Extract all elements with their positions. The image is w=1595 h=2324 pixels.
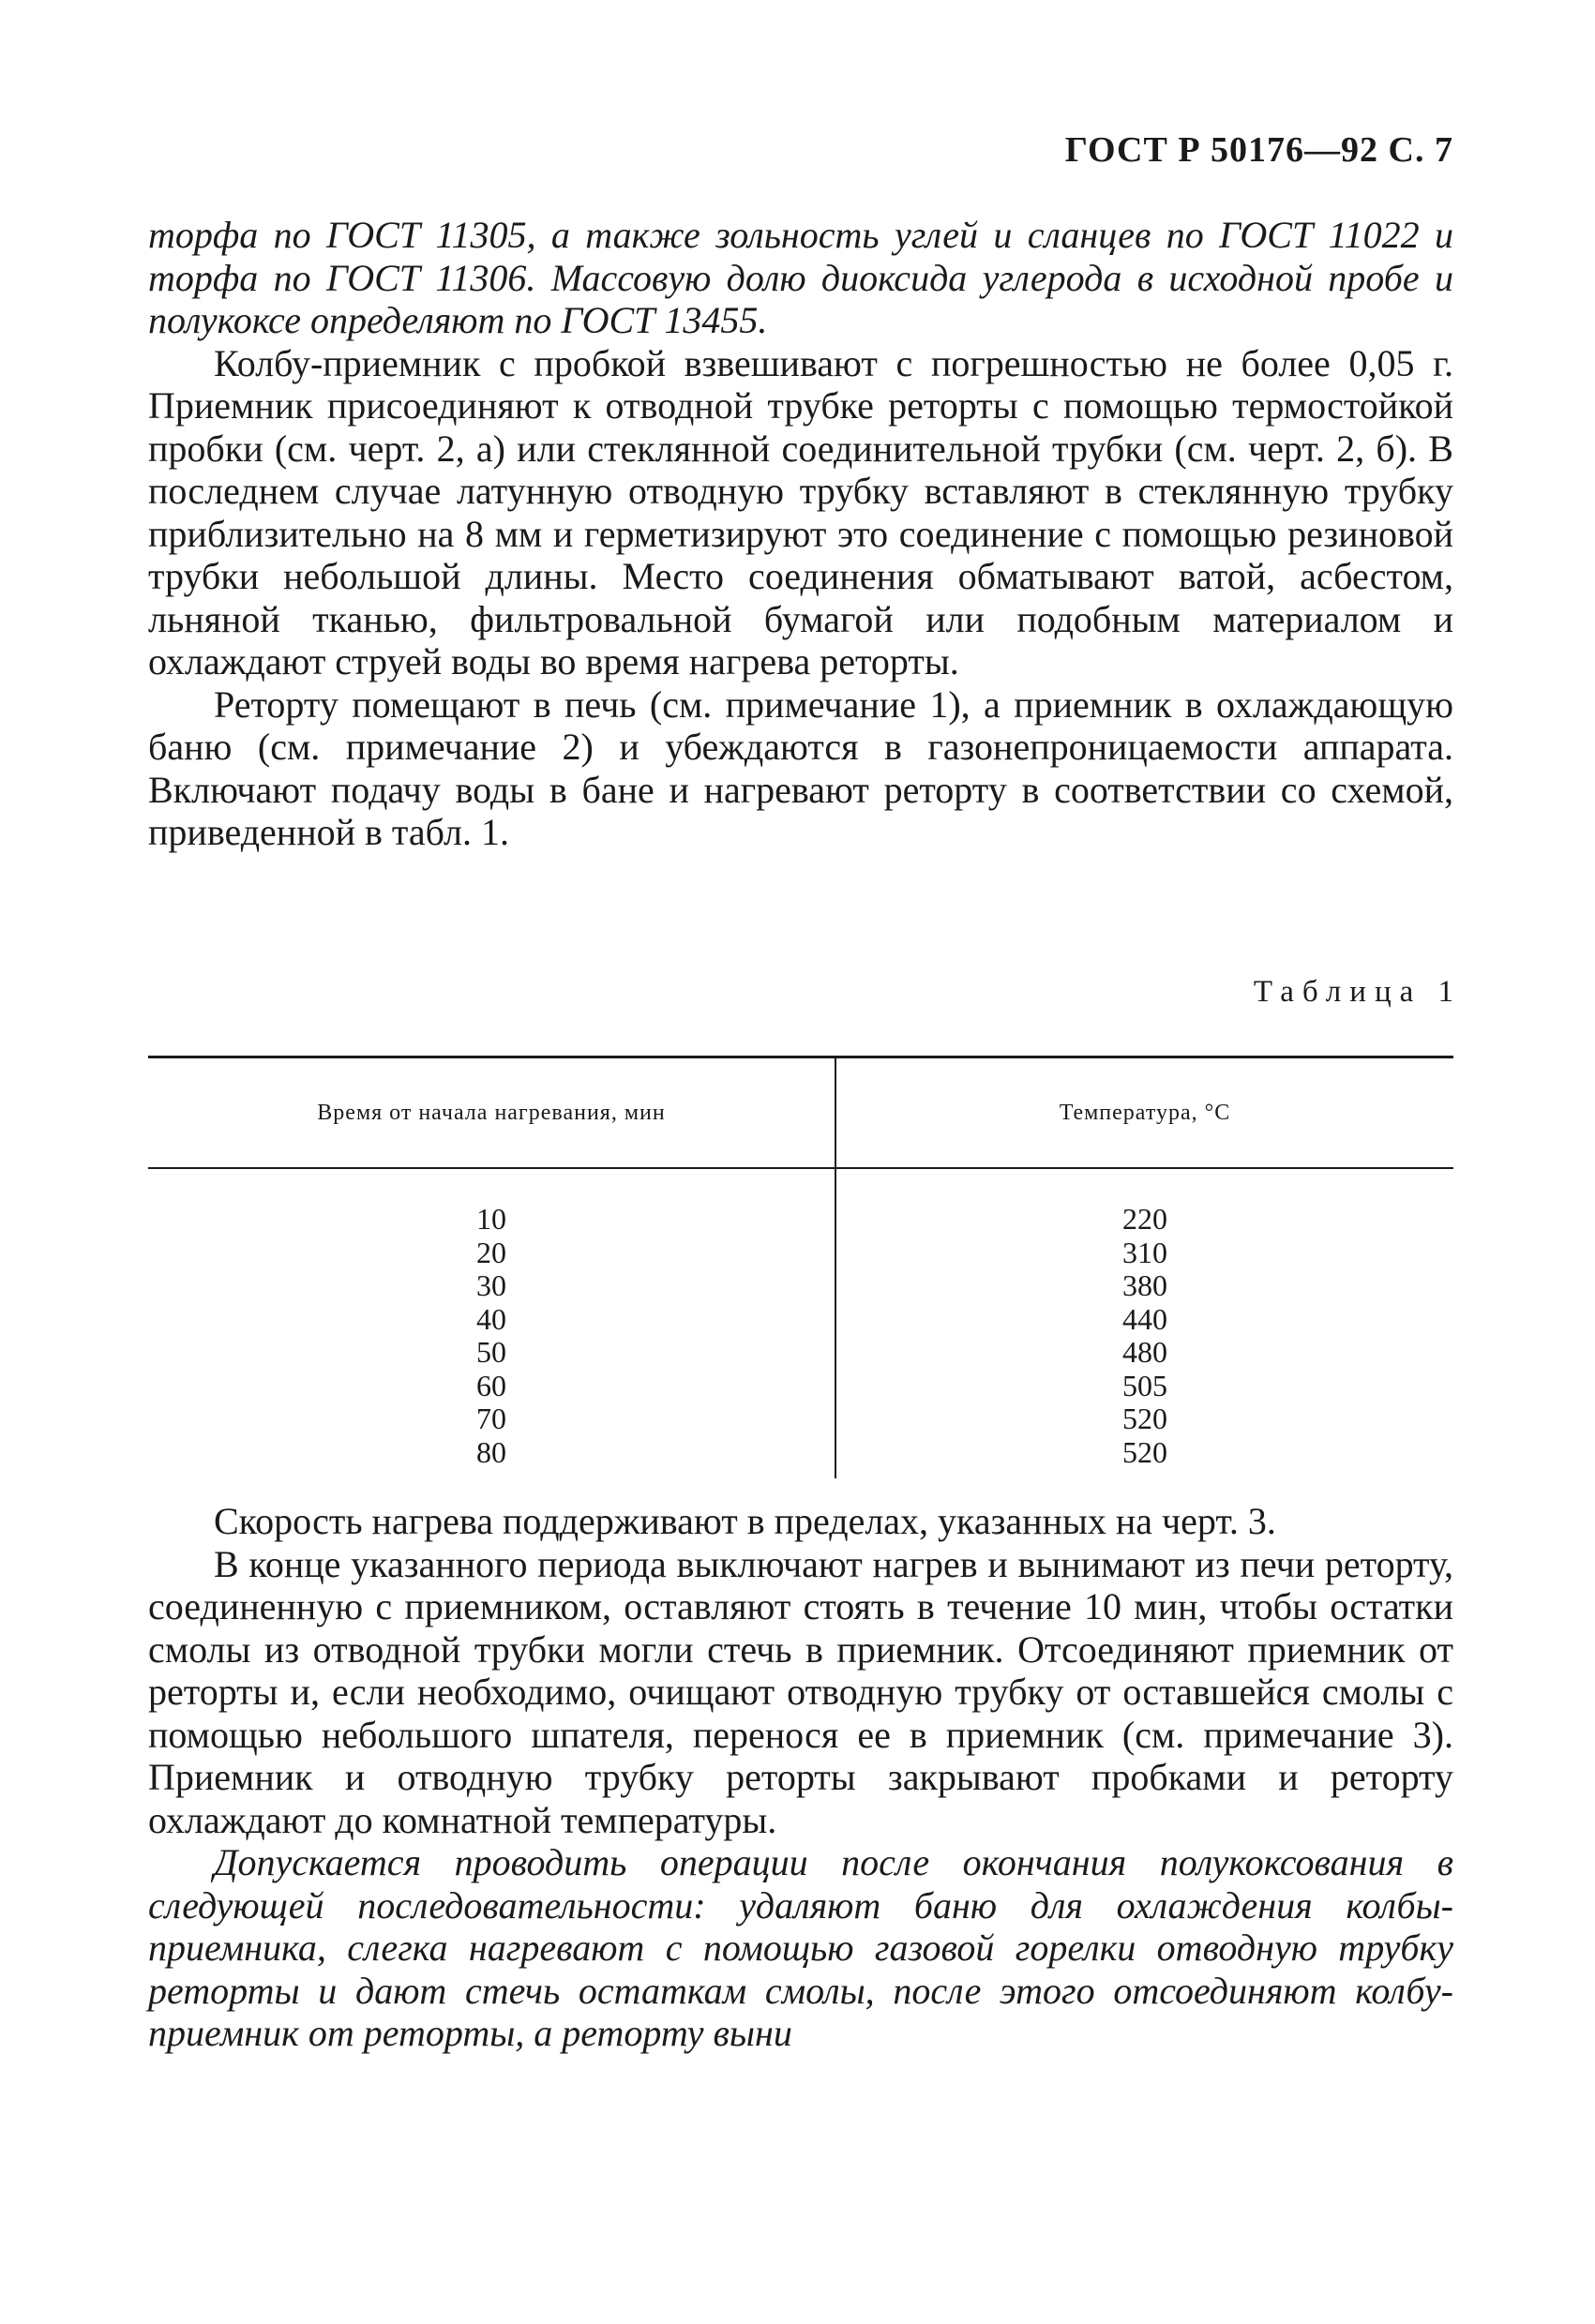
document-page	[148, 0, 1462, 2324]
temperature-cell: 505	[1122, 1368, 1167, 1402]
paragraph-heating-rate: Скорость нагрева поддерживают в пределах, указанных на черт. 3.	[214, 1500, 1276, 1542]
table-row	[148, 1168, 1453, 1237]
table-row	[148, 1436, 1453, 1479]
body-text-bottom	[148, 1500, 1453, 2055]
time-cell: 80	[148, 1436, 835, 1479]
time-cell: 20	[148, 1237, 835, 1270]
table-row	[148, 1303, 1453, 1337]
time-cell: 40	[148, 1303, 835, 1337]
time-cell: 50	[148, 1336, 835, 1370]
temperature-cell: 440	[1122, 1301, 1167, 1336]
time-cell: 10	[148, 1168, 835, 1237]
heating-schedule-table	[148, 1056, 1453, 1478]
header-temperature: Температура, °С	[835, 1057, 1453, 1169]
table-row	[148, 1237, 1453, 1270]
temperature-cell: 520	[1122, 1402, 1167, 1435]
body-text-top	[148, 214, 1453, 854]
table-1	[148, 975, 1462, 1478]
paragraph-retort-heating: Реторту помещают в печь (см. примечание 1), а приемник в охлаждающую баню (см. примечание 2) и убеждаются в газонепроницаемости аппарата. Включают подачу воды в бане и нагревают реторту в соответствии со схемой, приведенной в табл. 1.	[148, 682, 1453, 853]
paragraph-end-of-period: В конце указанного периода выключают нагрев и вынимают из печи реторту, соединенную с приемником, оставляют стоять в течение 10 мин, чтобы остатки смолы из отводной трубки могли стечь в приемник. Отсоединяют приемник от реторты и, если необходимо, очищают отводную трубку от оставшейся смолы с помощью небольшого шпателя, перенося ее в приемник (см. примечание 3). Приемник и отводную трубку реторты закрывают пробками и реторту охлаждают до комнатной температуры.	[148, 1542, 1453, 1841]
temperature-cell: 480	[1122, 1335, 1167, 1369]
time-cell: 60	[148, 1370, 835, 1403]
table-caption: Таблица 1	[1253, 975, 1462, 1009]
temperature-cell: 380	[1122, 1268, 1167, 1302]
paragraph-alternative-sequence: Допускается проводить операции после окончания полукоксования в следующей последовательности: удаляют баню для охлаждения колбы-приемника, слегка нагревают с помощью газовой горелки отводную трубку реторты и дают стечь остаткам смолы, после этого отсоединяют колбу-приемник от реторты, а реторту выни	[148, 1841, 1453, 2054]
paragraph-receiver-weighing: Колбу-приемник с пробкой взвешивают с погрешностью не более 0,05 г. Приемник присоединяют к отводной трубке реторты с помощью термостойкой пробки (см. черт. 2, а) или стеклянной соединительной трубки (см. черт. 2, б). В последнем случае латунную отводную трубку вставляют в стеклянную трубку приблизительно на 8 мм и герметизируют это соединение с помощью резиновой трубки небольшой длины. Место соединения обматывают ватой, асбестом, льняной тканью, фильтровальной бумагой или подобным материалом и охлаждают струей воды во время нагрева реторты.	[148, 341, 1453, 682]
time-cell: 30	[148, 1269, 835, 1303]
temperature-cell: 220	[1122, 1202, 1167, 1236]
table-row	[148, 1370, 1453, 1403]
table-row	[148, 1402, 1453, 1436]
table-header-row	[148, 1057, 1453, 1169]
time-cell: 70	[148, 1402, 835, 1436]
temperature-cell: 520	[1122, 1434, 1167, 1469]
paragraph-gost-references: торфа по ГОСТ 11305, а также зольность углей и сланцев по ГОСТ 11022 и торфа по ГОСТ 11306. Массовую долю диоксида углерода в исходной пробе и полукоксе определяют по ГОСТ 13455.	[148, 214, 1453, 341]
header-time: Время от начала нагревания, мин	[148, 1057, 835, 1169]
table-row	[148, 1269, 1453, 1303]
temperature-cell: 310	[1122, 1235, 1167, 1269]
running-header: ГОСТ Р 50176—92 С. 7	[1064, 130, 1453, 170]
table-row	[148, 1336, 1453, 1370]
